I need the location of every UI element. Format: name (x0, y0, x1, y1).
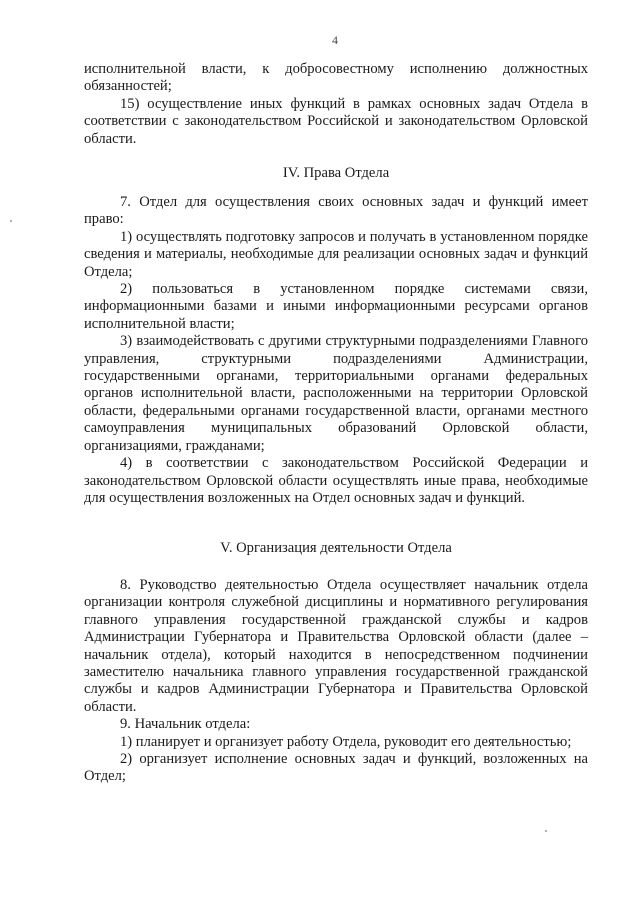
rights-item-2: 2) пользоваться в установленном порядке системами связи, информационными базами и иными информационными ресурсами органов исполнительной власти; (84, 281, 588, 332)
rights-item-4: 4) в соответствии с законодательством Российской Федерации и законодательством Орловской области осуществлять иные права, необходимые для осуществления возложенных на Отдел основных задач и функций. (84, 455, 588, 506)
page-number: 4 (332, 33, 338, 47)
paragraph-9: 9. Начальник отдела: (120, 716, 251, 733)
opening-block (84, 61, 588, 148)
section-heading-organization: V. Организация деятельности Отдела (220, 540, 452, 556)
section-heading-rights: IV. Права Отдела (282, 165, 390, 181)
head-duty-item-1: 1) планирует и организует работу Отдела, руководит его деятельностью; (120, 733, 572, 750)
scan-speck (545, 830, 547, 832)
paragraph-8: 8. Руководство деятельностью Отдела осуществляет начальник отдела организации контроля служебной дисциплины и нормативного регулирования главного управления государственной гражданской службы и кадров Администрации Губернатора и Правительства Орловской области (далее – начальник отдела), который находится в непосредственном подчинении заместителю начальника главного управления государственной гражданской службы и кадров Администрации Губернатора и Правительства Орловской области. (84, 577, 588, 715)
section-organization-body (84, 577, 588, 786)
rights-item-1: 1) осуществлять подготовку запросов и получать в установленном порядке сведения и материалы, необходимые для реализации основных задач и функций Отдела; (84, 228, 588, 280)
paragraph-item-15: 15) осуществление иных функций в рамках основных задач Отдела в соответствии с законодательством Российской и законодательством Орловской области. (84, 95, 588, 147)
paragraph-7: 7. Отдел для осуществления своих основных задач и функций имеет право: (84, 194, 588, 228)
rights-item-3: 3) взаимодействовать с другими структурными подразделениями Главного управления, структурными подразделениями Администрации, государственными органами, территориальными органами федеральных органов исполнительной власти, расположенными на территории Орловской области, федеральными органами государственной власти, органами местного самоуправления муниципальных образований Орловской области, организациями, гражданами; (84, 333, 588, 454)
section-rights-body (84, 194, 588, 507)
head-duty-item-2: 2) организует исполнение основных задач и функций, возложенных на Отдел; (84, 751, 588, 785)
scan-speck (10, 220, 12, 222)
paragraph-continuation: исполнительной власти, к добросовестному исполнению должностных обязанностей; (84, 61, 588, 95)
